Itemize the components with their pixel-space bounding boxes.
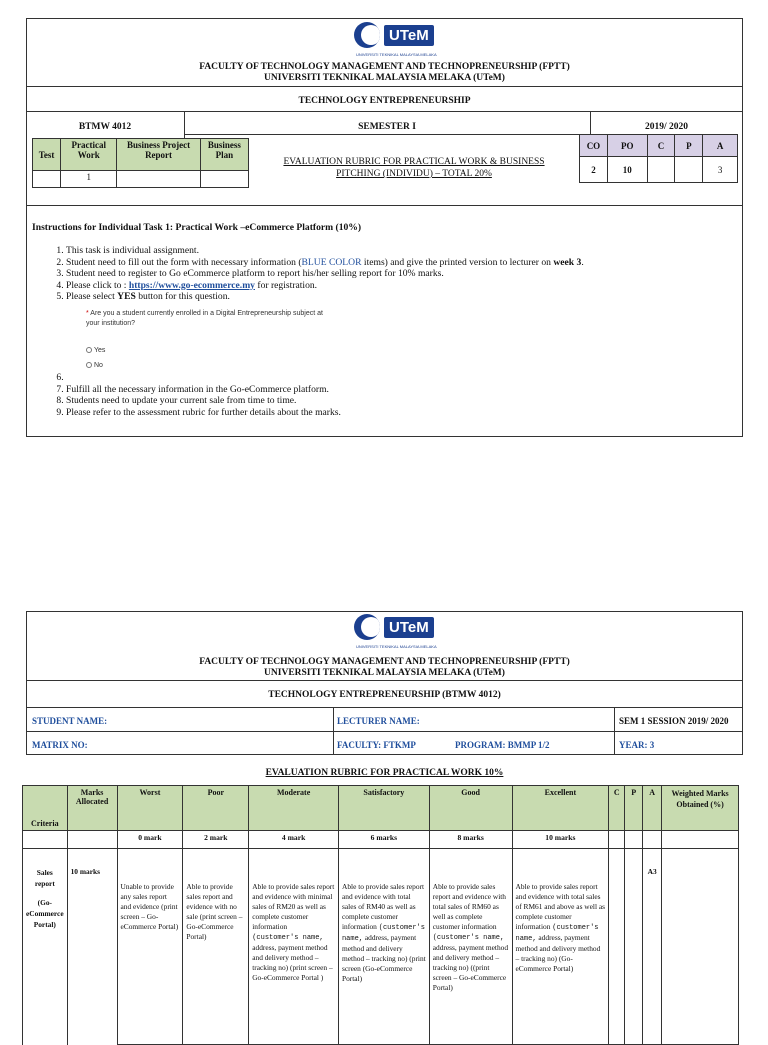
header-poor: Poor: [183, 786, 249, 831]
header-weighted-marks: Weighted Marks Obtained (%): [662, 786, 739, 831]
co-po-table: [579, 134, 738, 183]
weighted-marks-value: [662, 849, 739, 1045]
utem-logo-2: [354, 614, 437, 649]
instructions-list-continued: [30, 372, 730, 418]
header-excellent: Excellent: [512, 786, 609, 831]
student-name-label: STUDENT NAME:: [32, 716, 108, 726]
course-code: BTMW 4012: [78, 122, 132, 132]
semester-label: SEMESTER I: [358, 122, 416, 132]
value-a: 3: [703, 157, 738, 183]
instruction-4: 4. Please click to : https://www.go-ecommerce.my for registration.: [66, 280, 730, 292]
value-c: [647, 157, 675, 183]
instruction-9: 9. Please refer to the assessment rubric for further details about the marks.: [66, 407, 730, 419]
utem-logo-subtext: UNIVERSITI TEKNIKAL MALAYSIA MELAKA: [356, 644, 437, 649]
go-ecommerce-link[interactable]: https://www.go-ecommerce.my: [128, 279, 255, 291]
instruction-8: 8. Students need to update your current sale from time to time.: [66, 395, 730, 407]
marks-allocated-value: 10 marks: [67, 849, 117, 1045]
header-p: P: [675, 135, 703, 157]
rubric-row-sales-report: [23, 849, 739, 1045]
moderate-description: Able to provide sales report and evidence with minimal sales of RM20 as well as complete customer information (customer's name, address, payment method and delivery method – tracking no) (print screen – Go-eCommerce Portal ): [249, 849, 339, 1045]
header-criteria: Criteria: [23, 786, 68, 831]
practical-work-rubric-title: EVALUATION RUBRIC FOR PRACTICAL WORK 10%: [265, 768, 504, 778]
instruction-5: 5. Please select YES button for this question.: [66, 291, 730, 303]
mark-poor: 2 mark: [183, 831, 249, 849]
mark-good: 8 marks: [429, 831, 512, 849]
faculty-name: FACULTY OF TECHNOLOGY MANAGEMENT AND TECHNOPRENEURSHIP (FPTT): [199, 62, 570, 72]
mark-excellent: 10 marks: [512, 831, 609, 849]
utem-logo-text: UTeM: [384, 617, 434, 638]
header-a: A: [643, 786, 662, 831]
mark-worst: 0 mark: [117, 831, 183, 849]
excellent-description: Able to provide sales report and evidence with total sales of RM61 and above as well as complete customer information (customer's name, address, payment method and delivery method – tracking no) (Go-eCommerce Portal): [512, 849, 609, 1045]
good-description: Able to provide sales report and evidence with total sales of RM60 as well as complete customer information (customer's name, address, payment method and delivery method – tracking no) ((print screen – Go-eCommerce Portal): [429, 849, 512, 1045]
rubric-title-line1: EVALUATION RUBRIC FOR PRACTICAL WORK & BUSINESS: [283, 157, 545, 167]
university-name: UNIVERSITI TEKNIKAL MALAYSIA MELAKA (UTeM): [264, 668, 505, 678]
utem-logo-subtext: UNIVERSITI TEKNIKAL MALAYSIA MELAKA: [356, 52, 437, 57]
value-test: [33, 171, 61, 188]
session-label: 2019/ 2020: [644, 122, 688, 132]
matrix-no-label: MATRIX NO:: [32, 740, 88, 750]
sem-session-label: SEM 1 SESSION 2019/ 2020: [619, 716, 729, 726]
form-question: * Are you a student currently enrolled in a Digital Entrepreneurship subject at your institution?: [86, 310, 323, 327]
criteria-sub: (Go-eCommerce Portal): [26, 898, 64, 929]
value-practical-work: 1: [61, 171, 117, 188]
instructions-list: [30, 245, 730, 303]
header-p: P: [625, 786, 643, 831]
header-practical-work: Practical Work: [61, 139, 117, 171]
utem-logo: [354, 22, 437, 57]
utem-emblem-icon: [354, 22, 380, 48]
utem-emblem-icon: [354, 614, 380, 640]
header-good: Good: [429, 786, 512, 831]
p-value: [625, 849, 643, 1045]
criteria-cell: [23, 849, 68, 1045]
header-co: CO: [580, 135, 608, 157]
university-name: UNIVERSITI TEKNIKAL MALAYSIA MELAKA (UTeM): [264, 73, 505, 83]
mark-moderate: 4 mark: [249, 831, 339, 849]
faculty-name: FACULTY OF TECHNOLOGY MANAGEMENT AND TECHNOPRENEURSHIP (FPTT): [199, 657, 570, 667]
value-business-project-report: [117, 171, 200, 188]
header-satisfactory: Satisfactory: [338, 786, 429, 831]
header-marks-allocated: Marks Allocated: [67, 786, 117, 831]
radio-yes-icon[interactable]: [86, 347, 92, 353]
header-c: C: [647, 135, 675, 157]
radio-no-icon[interactable]: [86, 362, 92, 368]
course-title-code: TECHNOLOGY ENTREPRENEURSHIP (BTMW 4012): [268, 690, 501, 700]
poor-description: Able to provide sales report and evidence with no sale (print screen – Go-eCommerce Portal): [183, 849, 249, 1045]
header-worst: Worst: [117, 786, 183, 831]
instruction-1: 1. This task is individual assignment.: [66, 245, 730, 257]
rubric-title-block: [255, 156, 573, 180]
instruction-3: 3. Student need to register to Go eCommerce platform to report his/her selling report for 10% marks.: [66, 268, 730, 280]
mark-satisfactory: 6 marks: [338, 831, 429, 849]
course-title: TECHNOLOGY ENTREPRENEURSHIP: [298, 96, 471, 106]
utem-logo-text: UTeM: [384, 25, 434, 46]
instruction-2: 2. Student need to fill out the form with necessary information (BLUE COLOR items) and give the printed version to lecturer on week 3.: [66, 257, 730, 269]
c-value: [609, 849, 625, 1045]
header-c: C: [609, 786, 625, 831]
header-business-plan: Business Plan: [200, 139, 248, 171]
assessment-table: [32, 138, 249, 188]
value-po: 10: [607, 157, 647, 183]
value-co: 2: [580, 157, 608, 183]
value-business-plan: [200, 171, 248, 188]
value-p: [675, 157, 703, 183]
rubric-table: [22, 785, 739, 1045]
program-label: PROGRAM: BMMP 1/2: [455, 740, 550, 750]
instruction-7: 7. Fulfill all the necessary information in the Go-eCommerce platform.: [66, 384, 730, 396]
lecturer-name-label: LECTURER NAME:: [337, 716, 420, 726]
faculty-label: FACULTY: FTKMP: [337, 740, 416, 750]
radio-yes-option[interactable]: Yes: [86, 346, 105, 356]
worst-description: Unable to provide any sales report and evidence (print screen – Go-eCommerce Portal): [117, 849, 183, 1045]
header-po: PO: [607, 135, 647, 157]
instructions-title: Instructions for Individual Task 1: Practical Work –eCommerce Platform (10%): [32, 222, 362, 233]
year-label: YEAR: 3: [619, 740, 655, 750]
header-moderate: Moderate: [249, 786, 339, 831]
radio-no-option[interactable]: No: [86, 361, 103, 371]
rubric-title-line2: PITCHING (INDIVIDU) – TOTAL 20%: [336, 169, 492, 179]
blue-color-note: BLUE COLOR: [301, 256, 362, 268]
criteria-sales-report: Sales report: [34, 868, 55, 888]
instruction-6: [66, 372, 730, 384]
satisfactory-description: Able to provide sales report and evidence with total sales of RM40 as well as complete customer information (customer's name, address, payment method and delivery method – tracking no) (print screen (Go-eCommerce Portal): [338, 849, 429, 1045]
a-value: A3: [643, 849, 662, 1045]
header-business-project-report: Business Project Report: [117, 139, 200, 171]
header-test: Test: [33, 139, 61, 171]
header-a: A: [703, 135, 738, 157]
